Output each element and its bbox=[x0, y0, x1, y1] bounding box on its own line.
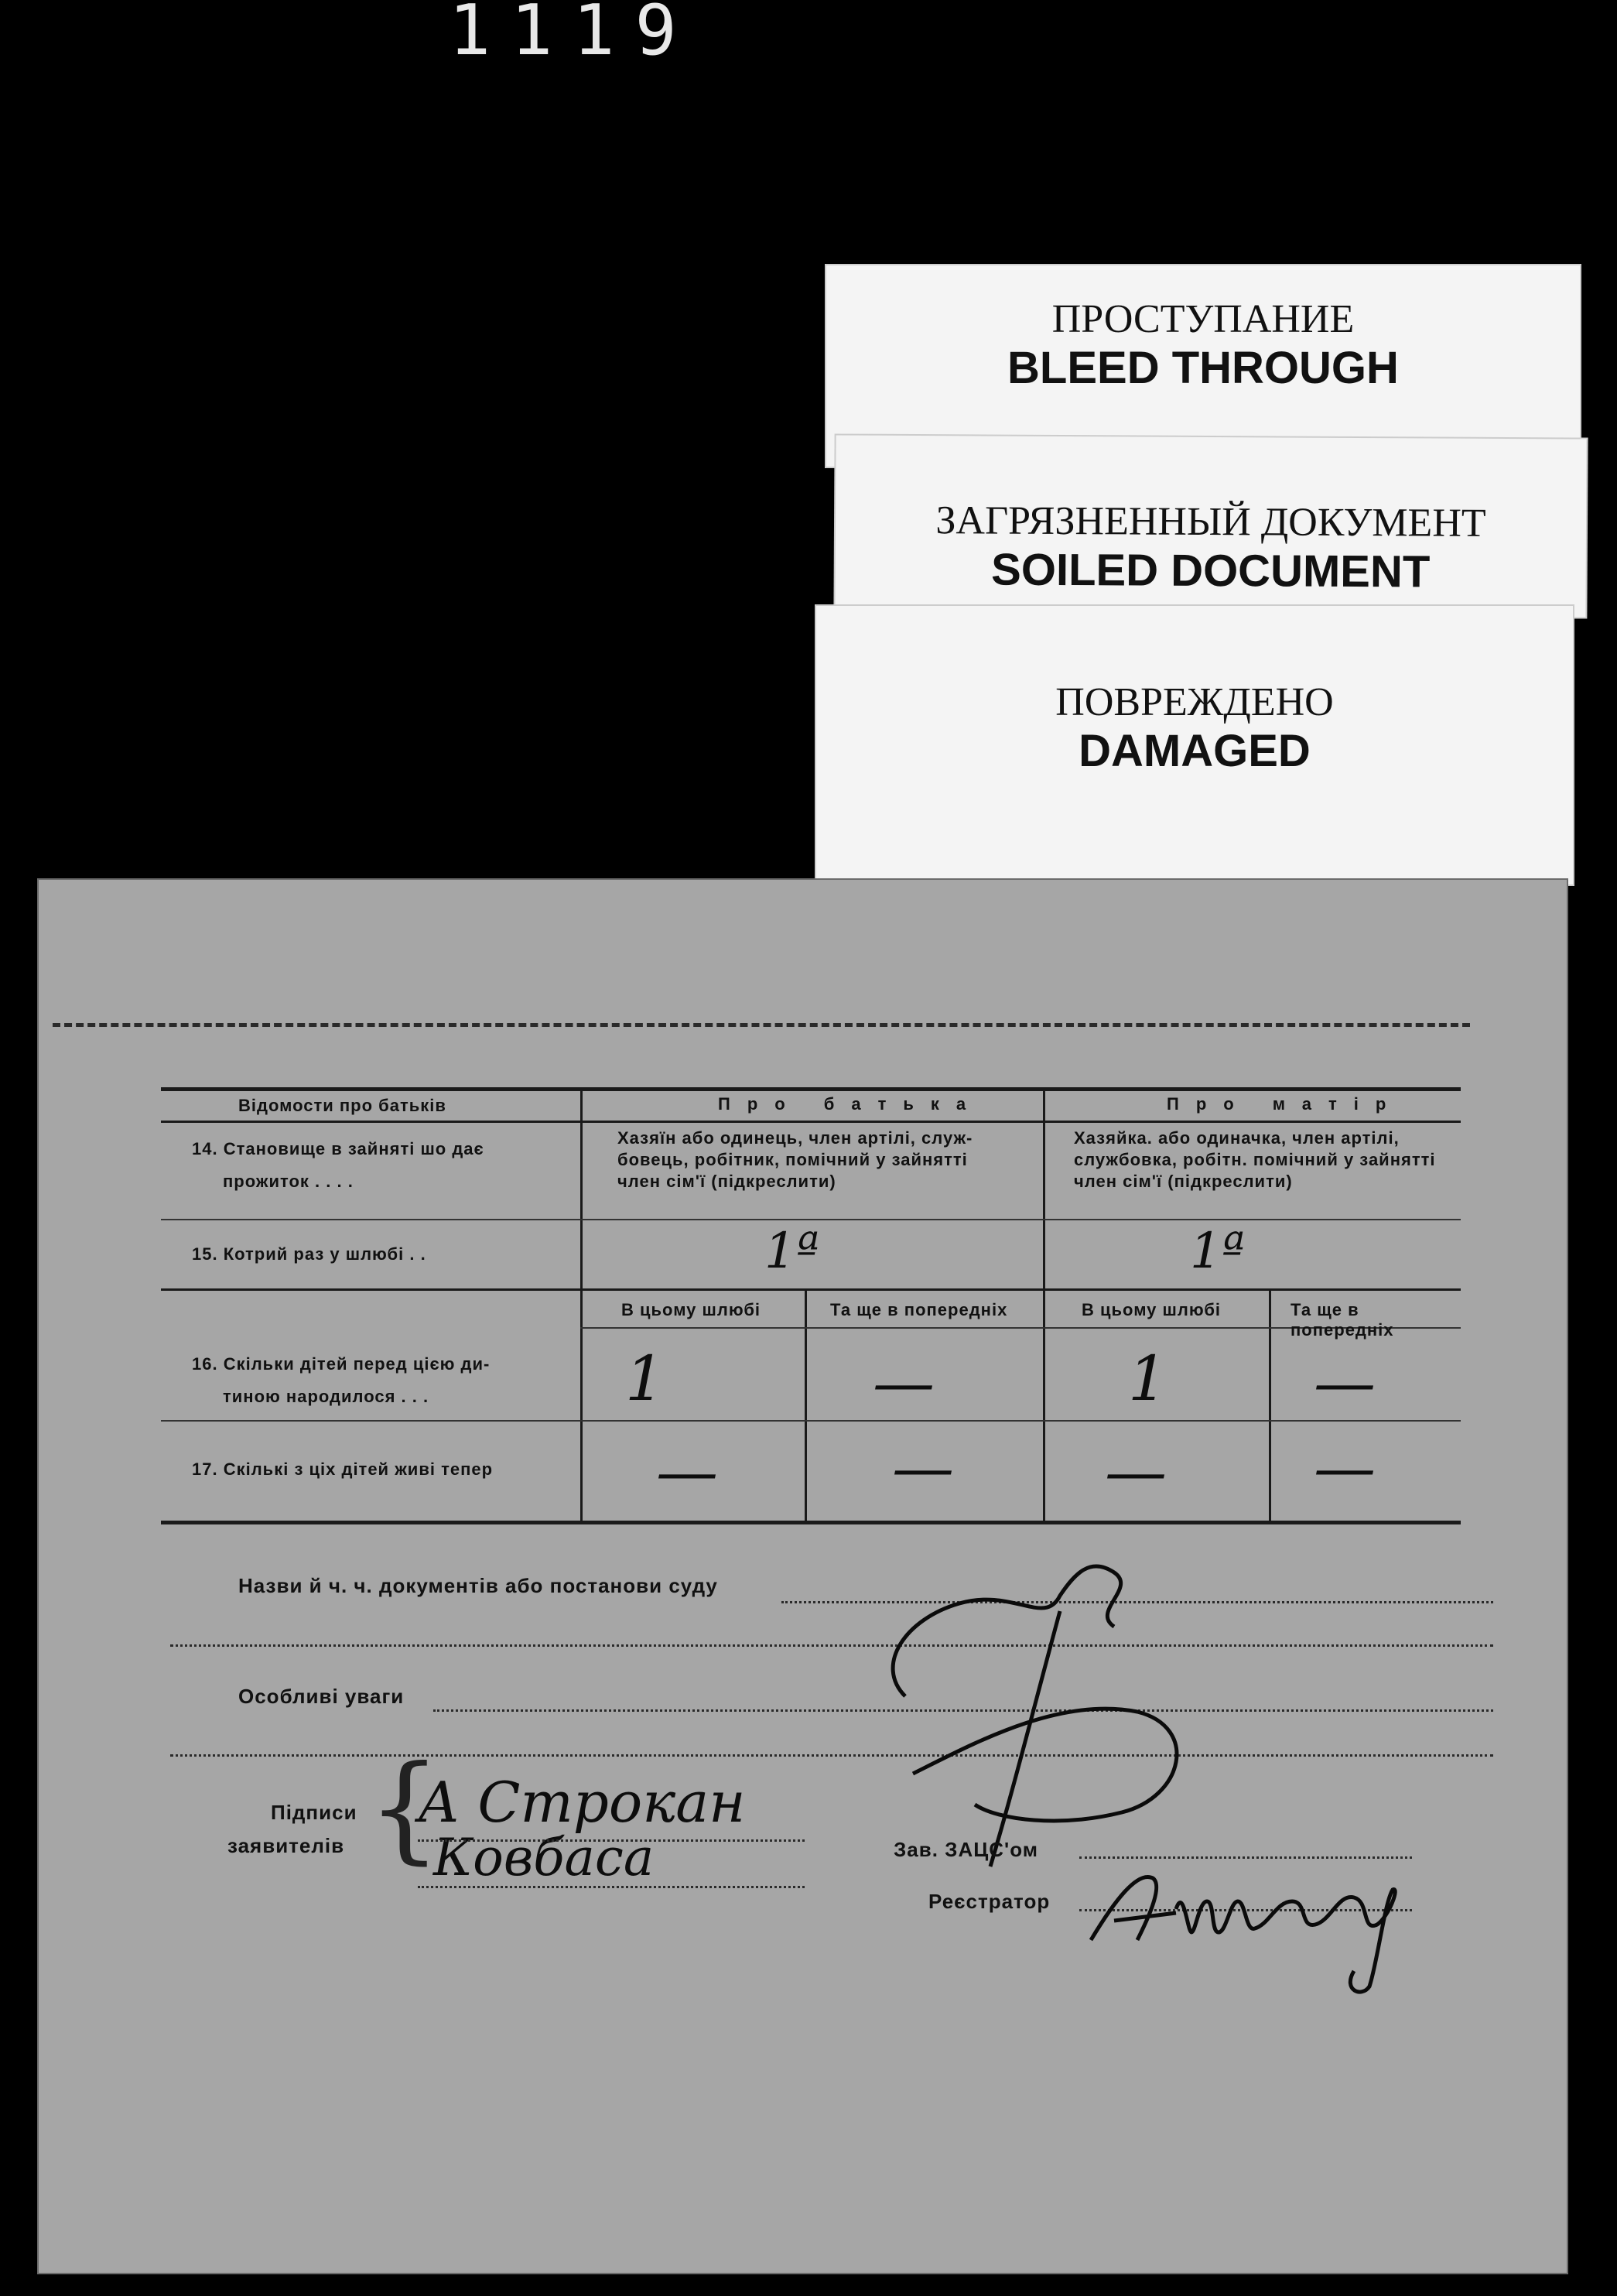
bleed-through-en: BLEED THROUGH bbox=[1007, 343, 1399, 393]
form-sheet bbox=[37, 878, 1568, 2274]
signatures-label-1: Підписи bbox=[271, 1801, 357, 1824]
table-divider bbox=[1269, 1291, 1271, 1521]
mother-previous: Та ще в попередніх bbox=[1291, 1300, 1394, 1340]
table-rule bbox=[161, 1420, 1461, 1422]
father-previous: Та ще в попередніх bbox=[830, 1300, 1008, 1319]
signature-line-1 bbox=[418, 1839, 805, 1842]
mother-this-marriage: В цьому шлюбі bbox=[1082, 1300, 1222, 1319]
damaged-target bbox=[816, 606, 1573, 885]
row14-mother-line2: службовка, робітн. помічний у зайнятті bbox=[1074, 1150, 1436, 1169]
row16-father-this: 1 bbox=[625, 1343, 665, 1415]
header-mother: Про матір bbox=[1167, 1094, 1403, 1114]
row16-father-prev: — bbox=[873, 1346, 935, 1418]
frame-number: 1119 bbox=[449, 0, 697, 71]
row17-father-this: — bbox=[656, 1435, 718, 1507]
row17-mother-prev: — bbox=[1314, 1432, 1376, 1504]
documents-line-2 bbox=[170, 1644, 1493, 1647]
bleed-through-ru: ПРОСТУПАНИЕ bbox=[1051, 297, 1355, 341]
row16-label-line1: 16. Скільки дітей перед цією ди- bbox=[192, 1354, 491, 1374]
row14-father-line2: бовець, робітник, помічний у зайнятті bbox=[617, 1150, 968, 1169]
remarks-label: Особливі уваги bbox=[238, 1685, 405, 1708]
table-divider bbox=[580, 1091, 583, 1521]
registrar-label: Реєстратор bbox=[928, 1890, 1051, 1913]
signatures-brace: { bbox=[368, 1741, 442, 1876]
row14-father-line1: Хазяїн або одинець, член артілі, служ- bbox=[617, 1128, 973, 1148]
applicant-signature-1: А Строкан bbox=[418, 1770, 746, 1835]
applicant-signature-2: Ковбаса bbox=[433, 1828, 655, 1887]
head-of-registry-label: Зав. ЗАЦС'ом bbox=[894, 1838, 1038, 1861]
row15-father-value: 1ª bbox=[764, 1223, 820, 1280]
parents-info-table bbox=[161, 1087, 1461, 1524]
row14-mother-line1: Хазяйка. або одиначка, член артілі, bbox=[1074, 1128, 1400, 1148]
soiled-document-ru: ЗАГРЯЗНЕННЫЙ ДОКУМЕНТ bbox=[935, 498, 1486, 546]
damaged-en: DAMAGED bbox=[1079, 726, 1311, 776]
row15-mother-value: 1ª bbox=[1190, 1223, 1246, 1280]
row14-mother-line3: член сім'ї (підкреслити) bbox=[1074, 1172, 1293, 1191]
soiled-document-target bbox=[835, 435, 1586, 617]
table-rule bbox=[161, 1219, 1461, 1220]
row14-label-line1: 14. Становище в зайняті шо дає bbox=[192, 1139, 484, 1158]
tear-off-line bbox=[53, 1023, 1470, 1027]
row14-father-line3: член сім'ї (підкреслити) bbox=[617, 1172, 836, 1191]
row17-mother-this: — bbox=[1105, 1435, 1167, 1507]
father-this-marriage: В цьому шлюбі bbox=[621, 1300, 761, 1319]
header-parents-info: Відомости про батьків bbox=[238, 1096, 446, 1115]
table-rule bbox=[161, 1288, 1461, 1291]
documents-label: Назви й ч. ч. документів або постанови суду bbox=[238, 1574, 718, 1597]
row16-mother-prev: — bbox=[1314, 1346, 1376, 1418]
signatures-label-2: заявителів bbox=[227, 1834, 345, 1857]
row15-label: 15. Котрий раз у шлюбі . . bbox=[192, 1244, 426, 1264]
row17-father-prev: — bbox=[892, 1432, 954, 1504]
row16-mother-this: 1 bbox=[1128, 1343, 1167, 1415]
row14-label-line2: прожиток . . . . bbox=[223, 1172, 354, 1191]
row16-label-line2: тиною народилося . . . bbox=[223, 1387, 429, 1406]
soiled-document-en: SOILED DOCUMENT bbox=[990, 544, 1431, 597]
table-divider bbox=[1043, 1091, 1045, 1521]
signature-line-2 bbox=[418, 1886, 805, 1888]
damaged-ru: ПОВРЕЖДЕНО bbox=[1055, 680, 1334, 724]
registrar-signature bbox=[1083, 1855, 1424, 2002]
header-father: Про батька bbox=[718, 1094, 983, 1114]
row17-label: 17. Скількі з ціх дітей живі тепер bbox=[192, 1459, 494, 1479]
table-divider bbox=[805, 1291, 807, 1521]
table-rule bbox=[161, 1121, 1461, 1123]
